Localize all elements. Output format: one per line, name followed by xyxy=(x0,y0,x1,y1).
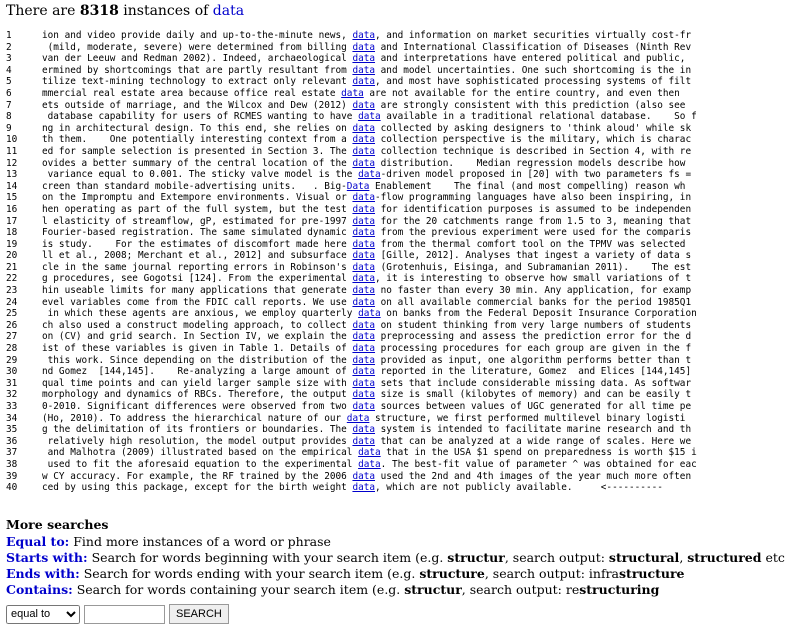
keyword-link[interactable]: data xyxy=(352,53,376,65)
starts-with-output-2: structured xyxy=(687,550,762,565)
search-term-link[interactable]: data xyxy=(212,3,245,19)
right-context: , and information on market securities virtually cost-fr xyxy=(375,30,692,41)
line-number: 2 xyxy=(6,41,12,53)
line-number: 10 xyxy=(6,134,18,146)
left-context: hin useable limits for many applications that generate xyxy=(42,285,353,297)
keyword-link[interactable]: data xyxy=(352,192,376,204)
left-context: variance equal to 0.001. The sticky valve model is the xyxy=(42,169,359,181)
concordance-row xyxy=(6,181,696,193)
left-context: 0-2010. Significant differences were observed from two xyxy=(42,401,353,412)
keyword-link[interactable]: data xyxy=(352,238,376,250)
right-context: for identification purposes is assumed to be independen xyxy=(375,203,692,215)
concordance-row xyxy=(6,146,696,158)
line-number: 14 xyxy=(6,180,18,192)
equal-to-text: Find more instances of a word or phrase xyxy=(69,534,331,549)
ends-with-text-2: , search output: infra xyxy=(484,566,620,581)
keyword-link[interactable]: data xyxy=(358,308,381,320)
left-context: morphology and dynamics of RBCs. Therefore, the output xyxy=(42,389,353,401)
right-context: from the thermal comfort tool on the TPMV was selected xyxy=(375,238,692,250)
left-context: on the Impromptu and Extempore environments. Visual or xyxy=(42,192,353,204)
line-number: 6 xyxy=(6,87,12,99)
right-context: and International Classification of Diseases (Ninth Rev xyxy=(375,41,692,53)
line-number: 21 xyxy=(6,261,18,273)
right-context: and model uncertainties. One such shortcoming is the in xyxy=(375,64,692,76)
line-number: 25 xyxy=(6,308,18,320)
right-context: [Gille, 2012]. Analyses that ingest a variety of data s xyxy=(375,250,692,262)
keyword-link[interactable]: data xyxy=(358,169,381,181)
left-context: tilize text-mining technology to extract only relevant xyxy=(42,76,353,88)
summary-prefix: There are xyxy=(6,3,80,19)
line-number: 33 xyxy=(6,401,18,412)
left-context: qual time points and can yield larger sample size with xyxy=(42,377,353,389)
right-context: provided as input, one algorithm performs better than t xyxy=(375,354,692,366)
line-number: 38 xyxy=(6,458,18,470)
concordance-row xyxy=(6,76,696,88)
starts-with-label[interactable]: Starts with: xyxy=(6,550,88,565)
concordance-row xyxy=(6,320,696,332)
line-number: 11 xyxy=(6,145,18,157)
keyword-link[interactable]: data xyxy=(352,157,376,169)
line-number: 27 xyxy=(6,331,18,343)
left-context: cle in the same journal reporting errors in Robinson's xyxy=(42,261,353,273)
instance-count: 8318 xyxy=(79,3,119,19)
starts-with-example: structur xyxy=(447,550,505,565)
line-number: 4 xyxy=(6,64,12,76)
keyword-link[interactable]: data xyxy=(358,458,381,470)
concordance-list xyxy=(6,30,696,494)
keyword-link[interactable]: data xyxy=(352,285,376,297)
keyword-link[interactable]: data xyxy=(352,134,376,146)
left-context: l elasticity of streamflow, gP, estimated for pre-1997 xyxy=(42,215,353,227)
line-number: 16 xyxy=(6,203,18,215)
line-number: 26 xyxy=(6,319,18,331)
keyword-link[interactable]: data xyxy=(352,331,376,343)
keyword-link[interactable]: data xyxy=(352,470,376,482)
right-context: system is intended to facilitate marine research and th xyxy=(375,424,692,436)
keyword-link[interactable]: data xyxy=(358,111,381,123)
keyword-link[interactable]: data xyxy=(352,389,376,401)
left-context: Fourier-based registration. The same simulated dynamic xyxy=(42,227,353,239)
keyword-link[interactable]: data xyxy=(352,227,376,239)
search-input[interactable] xyxy=(84,605,165,624)
contains-output: structuring xyxy=(579,582,660,597)
keyword-link[interactable]: data xyxy=(352,482,376,494)
line-number: 29 xyxy=(6,354,18,366)
concordance-row xyxy=(6,65,696,77)
line-number: 8 xyxy=(6,111,12,123)
left-context: and Malhotra (2009) illustrated based on the empirical xyxy=(42,447,359,459)
contains-label[interactable]: Contains: xyxy=(6,582,73,597)
keyword-link[interactable]: data xyxy=(352,122,376,134)
right-context: are not available for the entire country, and even then xyxy=(363,87,680,99)
line-number: 24 xyxy=(6,296,18,308)
equal-to-line xyxy=(6,534,331,550)
concordance-row xyxy=(6,169,696,181)
keyword-link[interactable]: data xyxy=(352,273,376,285)
line-number: 28 xyxy=(6,343,18,355)
line-number: 3 xyxy=(6,53,12,65)
left-context: ll et al., 2008; Merchant et al., 2012] and subsurface xyxy=(42,250,353,262)
keyword-link[interactable]: data xyxy=(352,76,376,88)
line-number: 20 xyxy=(6,250,18,262)
concordance-row xyxy=(6,366,696,378)
starts-with-etc: etc xyxy=(761,550,785,565)
concordance-row xyxy=(6,53,696,65)
keyword-link[interactable]: data xyxy=(352,296,376,308)
left-context: ermined by shortcomings that are partly resultant from xyxy=(42,64,353,76)
right-context: available in a traditional relational database. So f xyxy=(380,111,697,123)
left-context: ets outside of marriage, and the Wilcox and Dew (2012) xyxy=(42,99,353,111)
right-context: no faster than every 30 min. Any application, for examp xyxy=(375,285,692,297)
left-context: in which these agents are anxious, we employ quarterly xyxy=(42,308,359,320)
line-number: 1 xyxy=(6,30,12,41)
more-searches-title: More searches xyxy=(6,517,109,532)
right-context: . The best-fit value of parameter ^ was obtained for eac xyxy=(380,458,697,470)
concordance-row xyxy=(6,262,696,274)
concordance-row xyxy=(6,134,696,146)
concordance-row xyxy=(6,378,696,390)
left-context: nd Gomez [144,145]. Re-analyzing a large amount of xyxy=(42,366,353,378)
search-mode-select[interactable] xyxy=(6,605,80,624)
concordance-row xyxy=(6,308,696,320)
concordance-row xyxy=(6,88,696,100)
keyword-link[interactable]: data xyxy=(352,30,376,41)
concordance-row xyxy=(6,389,696,401)
left-context: is study. For the estimates of discomfort made here xyxy=(42,238,353,250)
line-number: 40 xyxy=(6,482,18,494)
line-number: 13 xyxy=(6,169,18,181)
ends-with-label[interactable]: Ends with: xyxy=(6,566,80,581)
concordance-row xyxy=(6,285,696,297)
concordance-row xyxy=(6,158,696,170)
right-context: that in the USA $1 spend on preparedness is worth $15 i xyxy=(380,447,697,459)
right-context: size is small (kilobytes of memory) and can be easily t xyxy=(375,389,692,401)
concordance-row xyxy=(6,401,696,413)
keyword-link[interactable]: Data xyxy=(346,180,370,192)
contains-example: structur xyxy=(404,582,462,597)
starts-with-output-1: structural xyxy=(608,550,680,565)
concordance-row xyxy=(6,355,696,367)
concordance-row xyxy=(6,424,696,436)
concordance-row xyxy=(6,297,696,309)
keyword-link[interactable]: data xyxy=(352,377,376,389)
left-context: g the delimitation of its frontiers or boundaries. The xyxy=(42,424,353,436)
left-context: creen than standard mobile-advertising units. . Big- xyxy=(42,180,347,192)
line-number: 19 xyxy=(6,238,18,250)
concordance-row xyxy=(6,42,696,54)
line-number: 30 xyxy=(6,366,18,378)
line-number: 23 xyxy=(6,285,18,297)
right-context: -flow programming languages have also been inspiring, in xyxy=(375,192,692,204)
concordance-row xyxy=(6,239,696,251)
right-context: collection technique is described in Section 4, with re xyxy=(375,145,692,157)
line-number: 22 xyxy=(6,273,18,285)
keyword-link[interactable]: data xyxy=(352,343,376,355)
right-context: from the previous experiment were used for the comparis xyxy=(375,227,692,239)
left-context: hen operating as part of the full system, but the test xyxy=(42,203,353,215)
line-number: 15 xyxy=(6,192,18,204)
concordance-row xyxy=(6,192,696,204)
right-context: are strongly consistent with this prediction (also see xyxy=(375,99,692,111)
right-context: on student thinking from very large numbers of students xyxy=(375,319,692,331)
keyword-link[interactable]: data xyxy=(352,319,376,331)
keyword-link[interactable]: data xyxy=(352,99,376,111)
right-context: , which are not publicly available. <---------- xyxy=(375,482,663,494)
keyword-link[interactable]: data xyxy=(352,203,376,215)
result-summary xyxy=(6,2,244,20)
concordance-row xyxy=(6,30,696,42)
keyword-link[interactable]: data xyxy=(346,412,370,424)
starts-with-sep: , xyxy=(679,550,688,565)
keyword-link[interactable]: data xyxy=(352,250,376,262)
keyword-link[interactable]: data xyxy=(352,424,376,436)
ends-with-text: Search for words ending with your search item (e.g. xyxy=(79,566,420,581)
keyword-link[interactable]: data xyxy=(352,145,376,157)
left-context: ng in architectural design. To this end, she relies on xyxy=(42,122,353,134)
left-context: database capability for users of RCMES wanting to have xyxy=(42,111,359,123)
ends-with-line xyxy=(6,566,685,582)
summary-middle: instances of xyxy=(118,3,213,19)
line-number: 5 xyxy=(6,76,12,88)
left-context: ovides a better summary of the central location of the xyxy=(42,157,353,169)
left-context: on (CV) and grid search. In Section IV, we explain the xyxy=(42,331,353,343)
search-button[interactable]: SEARCH xyxy=(169,604,229,624)
left-context: this work. Since depending on the distribution of the xyxy=(42,354,353,366)
right-context: on banks from the Federal Deposit Insurance Corporation xyxy=(380,308,697,320)
line-number: 32 xyxy=(6,389,18,401)
right-context: used the 2nd and 4th images of the year much more often xyxy=(375,470,692,482)
right-context: sets that include considerable missing data. As softwar xyxy=(375,377,692,389)
right-context: for the 20 catchments range from 1.5 to 3, meaning that xyxy=(375,215,692,227)
concordance-row xyxy=(6,447,696,459)
search-form xyxy=(6,604,229,624)
left-context: van der Leeuw and Redman 2002). Indeed, archaeological xyxy=(42,53,353,65)
left-context: ch also used a construct modeling approach, to collect xyxy=(42,319,353,331)
right-context: collected by asking designers to 'think aloud' while sk xyxy=(375,122,692,134)
starts-with-text-2: , search output: xyxy=(504,550,609,565)
concordance-row xyxy=(6,343,696,355)
right-context: sources between values of UGC generated for all time pe xyxy=(375,401,692,412)
keyword-link[interactable]: data xyxy=(352,435,376,447)
concordance-row xyxy=(6,250,696,262)
starts-with-line xyxy=(6,550,785,566)
right-context: and interpretations have entered political and public, xyxy=(375,53,692,65)
left-context: ist of these variables is given in Table 1. Details of xyxy=(42,343,353,355)
right-context: structure, we first performed multilevel binary logisti xyxy=(369,412,686,424)
keyword-link[interactable]: data xyxy=(352,261,376,273)
line-number: 35 xyxy=(6,424,18,436)
concordance-row xyxy=(6,273,696,285)
left-context: g procedures, see Gogotsi [124]. From the experimental xyxy=(42,273,353,285)
keyword-link[interactable]: data xyxy=(341,87,364,99)
concordance-row xyxy=(6,216,696,228)
line-number: 31 xyxy=(6,377,18,389)
keyword-link[interactable]: data xyxy=(352,41,376,53)
left-context: ion and video provide daily and up-to-the-minute news, xyxy=(42,30,353,41)
right-context: , and most have sophisticated processing systems of filt xyxy=(375,76,692,88)
starts-with-text: Search for words beginning with your search item (e.g. xyxy=(87,550,448,565)
right-context: on all available commercial banks for the period 1985Q1 xyxy=(375,296,692,308)
right-context: Enablement The final (and most compelling) reason wh xyxy=(369,180,686,192)
keyword-link[interactable]: data xyxy=(358,447,381,459)
concordance-row xyxy=(6,111,696,123)
line-number: 34 xyxy=(6,412,18,424)
right-context: -driven model proposed in [20] with two parameters fs = xyxy=(380,169,697,181)
right-context: that can be analyzed at a wide range of scales. Here we xyxy=(375,435,692,447)
concordance-row xyxy=(6,471,696,483)
left-context: w CY accuracy. For example, the RF trained by the 2006 xyxy=(42,470,353,482)
keyword-link[interactable]: data xyxy=(352,401,376,412)
contains-text: Search for words containing your search item (e.g. xyxy=(72,582,405,597)
left-context: ed for sample selection is presented in Section 3. The xyxy=(42,145,353,157)
line-number: 17 xyxy=(6,215,18,227)
concordance-row xyxy=(6,459,696,471)
line-number: 37 xyxy=(6,447,18,459)
right-context: (Grotenhuis, Eisinga, and Subramanian 2011). The est xyxy=(375,261,692,273)
equal-to-label[interactable]: Equal to: xyxy=(6,534,70,549)
line-number: 18 xyxy=(6,227,18,239)
line-number: 39 xyxy=(6,470,18,482)
concordance-row xyxy=(6,123,696,135)
right-context: processing procedures for each group are given in the f xyxy=(375,343,692,355)
ends-with-output: structure xyxy=(619,566,685,581)
keyword-link[interactable]: data xyxy=(352,366,376,378)
left-context: (Ho, 2010). To address the hierarchical nature of our xyxy=(42,412,347,424)
left-context: used to fit the aforesaid equation to the experimental xyxy=(42,458,359,470)
concordance-row xyxy=(6,413,696,425)
contains-line xyxy=(6,582,659,598)
ends-with-example: structure xyxy=(419,566,485,581)
left-context: th them. One potentially interesting context from a xyxy=(42,134,353,146)
left-context: (mild, moderate, severe) were determined from billing xyxy=(42,41,353,53)
right-context: reported in the literature, Gomez and Elices [144,145] xyxy=(375,366,692,378)
concordance-row xyxy=(6,331,696,343)
right-context: distribution. Median regression models describe how xyxy=(375,157,692,169)
concordance-row xyxy=(6,227,696,239)
right-context: collection perspective is the military, which is charac xyxy=(375,134,692,146)
left-context: evel variables come from the FDIC call reports. We use xyxy=(42,296,353,308)
line-number: 12 xyxy=(6,157,18,169)
left-context: relatively high resolution, the model output provides xyxy=(42,435,353,447)
keyword-link[interactable]: data xyxy=(352,64,376,76)
contains-text-2: , search output: re xyxy=(461,582,580,597)
concordance-row xyxy=(6,204,696,216)
left-context: ced by using this package, except for the birth weight xyxy=(42,482,353,494)
concordance-row xyxy=(6,482,696,494)
left-context: mmercial real estate area because office real estate xyxy=(42,87,342,99)
concordance-row xyxy=(6,100,696,112)
line-number: 7 xyxy=(6,99,12,111)
line-number: 36 xyxy=(6,435,18,447)
right-context: , it is interesting to observe how small variations of t xyxy=(375,273,692,285)
keyword-link[interactable]: data xyxy=(352,354,376,366)
keyword-link[interactable]: data xyxy=(352,215,376,227)
line-number: 9 xyxy=(6,122,12,134)
concordance-row xyxy=(6,436,696,448)
right-context: preprocessing and assess the prediction error for the d xyxy=(375,331,692,343)
